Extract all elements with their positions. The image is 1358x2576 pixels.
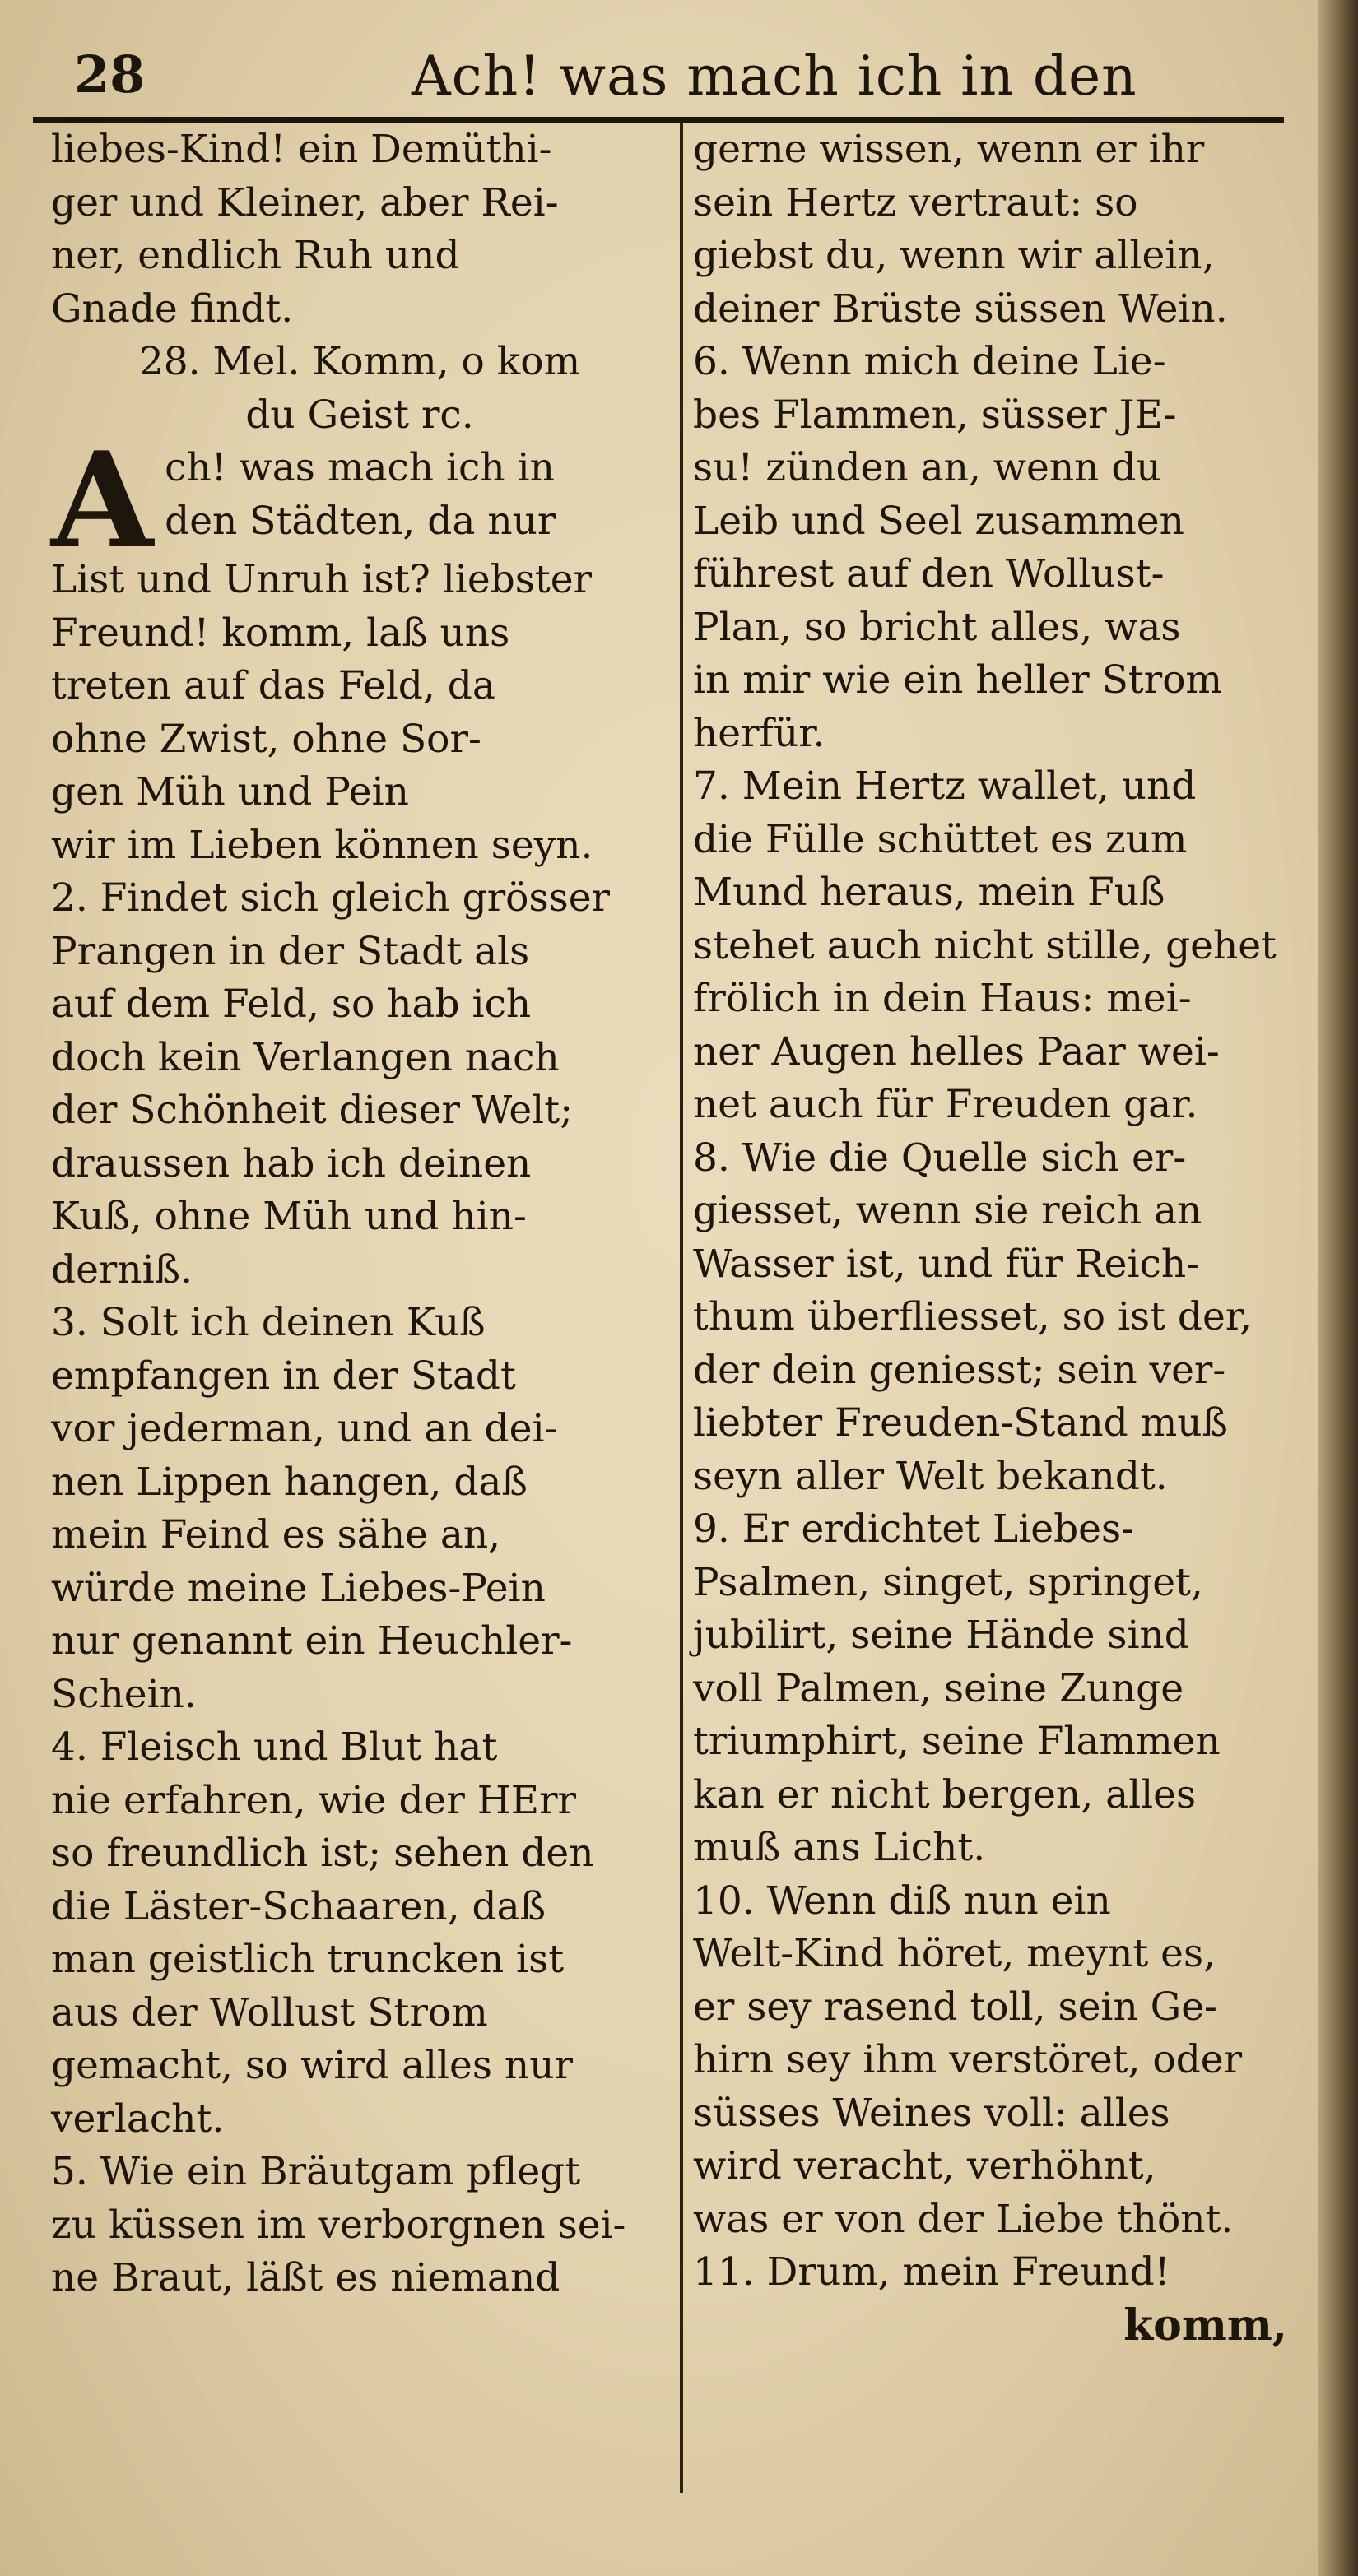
text-line: derniß.: [51, 1246, 193, 1293]
text-line: Mund heraus, mein Fuß: [693, 870, 1165, 915]
hymn-heading: 28. Mel. Komm, o kom: [138, 339, 581, 384]
text-line: 8. Wie die Quelle sich er-: [693, 1135, 1187, 1181]
text-line: in mir wie ein heller Strom: [693, 657, 1223, 703]
text-line: thum überfliesset, so ist der,: [693, 1294, 1253, 1339]
text-line: treten auf das Feld, da: [51, 663, 495, 708]
text-line: aus der Wollust Strom: [51, 1989, 488, 2035]
text-line: triumphirt, seine Flammen: [693, 1719, 1221, 1764]
text-line: wird veracht, verhöhnt,: [693, 2143, 1156, 2188]
text-line: herfür.: [693, 710, 825, 756]
text-line: süsses Weines voll: alles: [693, 2090, 1170, 2136]
text-line: nur genannt ein Heuchler-: [51, 1618, 573, 1664]
page-number: 28: [74, 44, 146, 104]
hymn-heading: du Geist rc.: [245, 392, 474, 438]
text-line: nen Lippen hangen, daß: [51, 1459, 528, 1505]
text-line: Leib und Seel zusammen: [693, 498, 1184, 544]
text-line: Wasser ist, und für Reich-: [693, 1241, 1199, 1287]
text-line: den Städten, da nur: [165, 498, 556, 544]
text-line: muß ans Licht.: [693, 1825, 986, 1870]
text-line: liebes-Kind! ein Demüthi-: [51, 127, 552, 172]
text-line: würde meine Liebes-Pein: [51, 1565, 546, 1611]
text-line: List und Unruh ist? liebster: [51, 557, 593, 602]
text-line: Freund! komm, laß uns: [51, 610, 510, 656]
text-line: giebst du, wenn wir allein,: [693, 233, 1215, 278]
text-line: net auch für Freuden gar.: [693, 1082, 1198, 1127]
text-line: liebter Freuden-Stand muß: [693, 1400, 1228, 1446]
text-line: voll Palmen, seine Zunge: [693, 1665, 1184, 1711]
text-line: Kuß, ohne Müh und hin-: [51, 1194, 527, 1239]
text-line: 10. Wenn diß nun ein: [693, 1877, 1111, 1924]
text-line: ne Braut, läßt es niemand: [51, 2255, 560, 2300]
text-line: er sey rasend toll, sein Ge-: [693, 1984, 1217, 2030]
text-line: 6. Wenn mich deine Lie-: [693, 339, 1166, 384]
text-line: Schein.: [51, 1671, 197, 1717]
text-line: gemacht, so wird alles nur: [51, 2043, 573, 2088]
text-line: Prangen in der Stadt als: [51, 928, 530, 974]
text-line: 9. Er erdichtet Liebes-: [693, 1506, 1134, 1552]
text-line: die Läster-Schaaren, daß: [51, 1883, 546, 1929]
text-line: kan er nicht bergen, alles: [693, 1771, 1197, 1817]
text-line: zu küssen im verborgnen sei-: [51, 2202, 626, 2248]
hymn-opening: [51, 423, 668, 578]
drop-cap: A: [51, 423, 154, 578]
text-line: empfangen in der Stadt: [51, 1353, 516, 1399]
text-line: ch! was mach ich in: [165, 445, 555, 490]
text-line: führest auf den Wollust-: [693, 551, 1165, 596]
catchword: komm,: [1123, 2300, 1287, 2351]
text-line: gen Müh und Pein: [51, 769, 409, 815]
text-line: auf dem Feld, so hab ich: [51, 982, 532, 1027]
text-line: su! zünden an, wenn du: [693, 445, 1161, 490]
text-line: frölich in dein Haus: mei-: [693, 976, 1192, 1021]
text-line: der Schönheit dieser Welt;: [51, 1088, 573, 1133]
page-header: [49, 33, 1292, 123]
text-line: Plan, so bricht alles, was: [693, 604, 1181, 650]
text-line: draussen hab ich deinen: [51, 1140, 532, 1186]
text-line: gerne wissen, wenn er ihr: [693, 127, 1205, 172]
page-edge-shadow: [1318, 0, 1358, 2576]
text-line: ner, endlich Ruh und: [51, 233, 460, 278]
text-line: giesset, wenn sie reich an: [693, 1188, 1202, 1233]
text-line: 2. Findet sich gleich grösser: [51, 875, 610, 921]
text-line: nie erfahren, wie der HErr: [51, 1777, 577, 1823]
text-line: stehet auch nicht stille, gehet: [693, 922, 1277, 968]
running-head: Ach! was mach ich in den: [412, 44, 1137, 108]
text-line: 5. Wie ein Bräutgam pflegt: [51, 2149, 581, 2194]
right-column: [693, 123, 1302, 2352]
catchword-line: [693, 2300, 1302, 2353]
text-line: ohne Zwist, ohne Sor-: [51, 716, 481, 762]
text-line: ger und Kleiner, aber Rei-: [51, 179, 559, 225]
text-line: Welt-Kind höret, meynt es,: [693, 1931, 1216, 1976]
text-line: hirn sey ihm verstöret, oder: [693, 2037, 1243, 2082]
text-line: bes Flammen, süsser JE-: [693, 392, 1177, 438]
text-line: vor jederman, und an dei-: [51, 1406, 558, 1451]
text-line: 3. Solt ich deinen Kuß: [51, 1300, 486, 1345]
left-column: [51, 123, 668, 2305]
text-line: jubilirt, seine Hände sind: [693, 1613, 1189, 1658]
text-line: der dein geniesst; sein ver-: [693, 1347, 1226, 1393]
text-line: doch kein Verlangen nach: [51, 1034, 560, 1080]
text-line: man geistlich truncken ist: [51, 1937, 565, 1982]
text-line: die Fülle schüttet es zum: [693, 816, 1188, 862]
text-line: mein Feind es sähe an,: [51, 1512, 501, 1557]
text-line: was er von der Liebe thönt.: [693, 2196, 1234, 2242]
text-line: verlacht.: [51, 2096, 225, 2142]
text-line: sein Hertz vertraut: so: [693, 179, 1138, 225]
text-line: ner Augen helles Paar wei-: [693, 1028, 1220, 1074]
column-divider: [680, 123, 683, 2493]
text-line: 4. Fleisch und Blut hat: [51, 1724, 498, 1770]
text-line: wir im Lieben können seyn.: [51, 822, 593, 868]
text-line: 7. Mein Hertz wallet, und: [693, 764, 1197, 809]
text-line: so freundlich ist; sehen den: [51, 1831, 594, 1876]
text-line: seyn aller Welt bekandt.: [693, 1453, 1168, 1499]
text-line: 11. Drum, mein Freund!: [693, 2249, 1170, 2295]
text-line: Psalmen, singet, springet,: [693, 1559, 1203, 1605]
header-rule: [33, 117, 1284, 123]
text-line: Gnade findt.: [51, 285, 294, 332]
text-line: deiner Brüste süssen Wein.: [693, 285, 1228, 332]
